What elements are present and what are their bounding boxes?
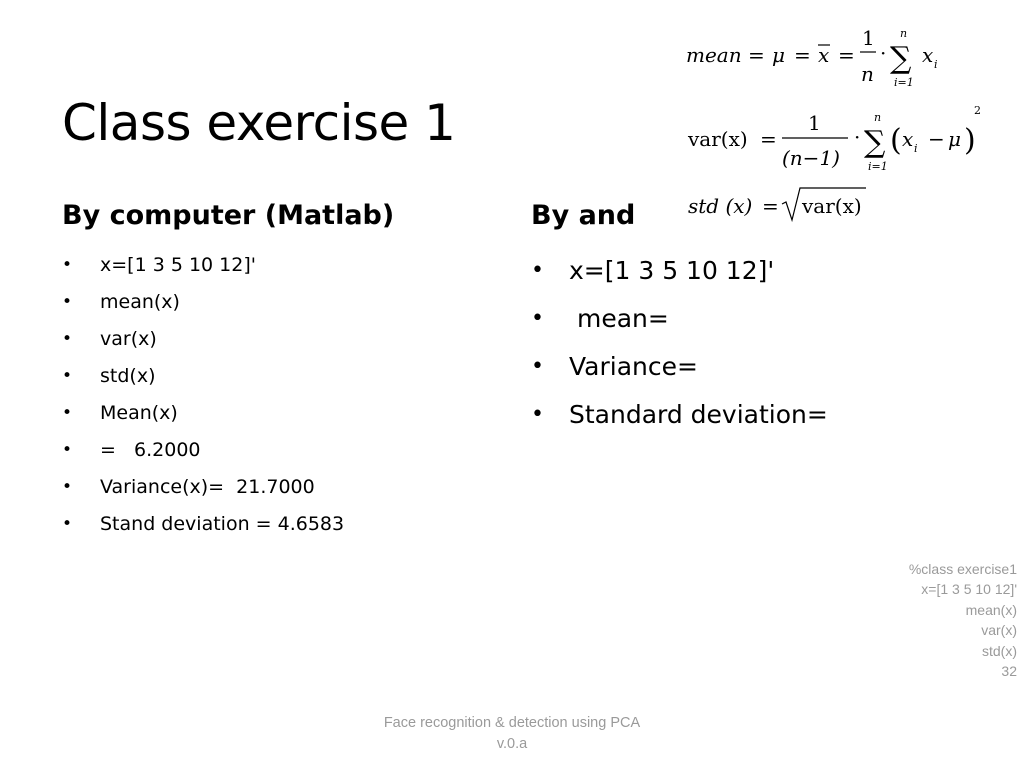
footer-line-1: Face recognition & detection using PCA bbox=[383, 715, 641, 731]
dot-operator: · bbox=[854, 125, 861, 149]
right-bullet-text: x=[1 3 5 10 12]' bbox=[569, 256, 775, 285]
sum-lower-limit: i=1 bbox=[894, 76, 914, 89]
fraction-numerator: 1 bbox=[808, 111, 821, 135]
sigma-symbol: ∑ bbox=[890, 41, 912, 76]
fraction-denominator: n bbox=[861, 62, 874, 86]
left-bullet-item: • Stand deviation = 4.6583 bbox=[62, 512, 482, 549]
var-label: var(x) bbox=[688, 127, 748, 151]
fraction-denominator: (n−1) bbox=[782, 146, 840, 170]
right-column-heading: By and bbox=[531, 200, 636, 231]
left-bullet-item: • std(x) bbox=[62, 364, 482, 401]
x-variable: x bbox=[902, 127, 914, 151]
sum-upper-limit: n bbox=[900, 27, 908, 40]
note-line: mean(x) bbox=[965, 601, 1017, 618]
mu-symbol: μ bbox=[948, 127, 961, 151]
slide-number: 32 bbox=[1001, 663, 1017, 680]
left-bullet-item: • Mean(x) bbox=[62, 401, 482, 438]
left-bullet-item: • x=[1 3 5 10 12]' bbox=[62, 253, 482, 290]
fraction-numerator: 1 bbox=[862, 26, 875, 50]
subscript-i: i bbox=[934, 58, 938, 71]
left-paren: ( bbox=[890, 123, 902, 158]
right-bullet-text: Variance= bbox=[569, 352, 698, 381]
right-bullet-item bbox=[531, 350, 971, 398]
formula-svg bbox=[678, 24, 998, 224]
equals-sign: = bbox=[794, 43, 811, 67]
mean-label: mean bbox=[686, 43, 742, 67]
x-variable: x bbox=[922, 43, 934, 67]
left-bullet-list bbox=[62, 253, 482, 549]
note-line: var(x) bbox=[981, 622, 1017, 639]
mean-formula bbox=[686, 26, 938, 89]
equals-sign: = bbox=[762, 194, 779, 218]
minus-sign: − bbox=[928, 127, 945, 151]
std-label: std (x) bbox=[688, 194, 753, 218]
subscript-i: i bbox=[914, 142, 918, 155]
right-bullet-item bbox=[531, 302, 971, 350]
xbar-symbol: x bbox=[818, 43, 830, 67]
note-line: std(x) bbox=[982, 642, 1017, 659]
slide-footer bbox=[337, 713, 687, 755]
left-bullet-item: • = 6.2000 bbox=[62, 438, 482, 475]
slide-title: Class exercise 1 bbox=[62, 93, 456, 152]
speaker-notes bbox=[909, 559, 1017, 681]
std-formula bbox=[688, 188, 866, 220]
sqrt-argument: var(x) bbox=[802, 194, 862, 218]
right-bullet-text: Standard deviation= bbox=[569, 400, 828, 429]
variance-formula bbox=[687, 104, 981, 173]
right-bullet-list bbox=[531, 254, 971, 446]
right-bullet-item bbox=[531, 254, 971, 302]
right-bullet-text: mean= bbox=[577, 304, 669, 333]
formula-block bbox=[678, 24, 998, 224]
sum-upper-limit: n bbox=[874, 111, 882, 124]
right-bullet-item bbox=[531, 398, 971, 446]
sum-lower-limit: i=1 bbox=[868, 160, 888, 173]
equals-sign: = bbox=[748, 43, 765, 67]
note-line: x=[1 3 5 10 12]' bbox=[921, 581, 1017, 598]
left-bullet-item: • Variance(x)= 21.7000 bbox=[62, 475, 482, 512]
left-bullet-item: • var(x) bbox=[62, 327, 482, 364]
exponent: 2 bbox=[974, 104, 981, 117]
sigma-symbol: ∑ bbox=[864, 125, 886, 160]
dot-operator: · bbox=[880, 41, 887, 65]
footer-line-2: v.0.a bbox=[496, 736, 528, 752]
note-line: %class exercise1 bbox=[908, 561, 1017, 577]
right-paren: ) bbox=[964, 123, 976, 158]
left-bullet-item: • mean(x) bbox=[62, 290, 482, 327]
left-column-heading: By computer (Matlab) bbox=[62, 200, 395, 231]
equals-sign: = bbox=[838, 43, 855, 67]
mu-symbol: μ bbox=[772, 43, 785, 67]
equals-sign: = bbox=[760, 127, 777, 151]
